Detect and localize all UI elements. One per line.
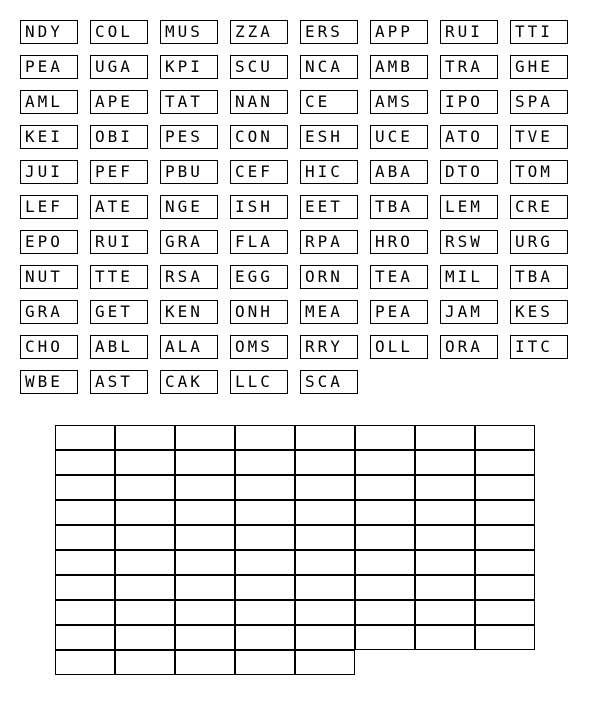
answer-cell[interactable]	[55, 475, 115, 500]
answer-cell[interactable]	[175, 475, 235, 500]
letter-tile[interactable]: MIL	[440, 265, 498, 289]
answer-cell[interactable]	[115, 575, 175, 600]
letter-tile[interactable]: AMB	[370, 55, 428, 79]
answer-cell[interactable]	[415, 575, 475, 600]
letter-tile[interactable]: RUI	[90, 230, 148, 254]
answer-cell[interactable]	[235, 475, 295, 500]
letter-tile[interactable]: ORN	[300, 265, 358, 289]
letter-tile[interactable]: NGE	[160, 195, 218, 219]
answer-cell[interactable]	[355, 450, 415, 475]
answer-cell[interactable]	[115, 475, 175, 500]
answer-cell[interactable]	[295, 525, 355, 550]
letter-tile[interactable]: SPA	[510, 90, 568, 114]
letter-tile[interactable]: KES	[510, 300, 568, 324]
answer-cell[interactable]	[175, 500, 235, 525]
letter-tile[interactable]: PEF	[90, 160, 148, 184]
letter-tile[interactable]: UCE	[370, 125, 428, 149]
answer-cell[interactable]	[355, 475, 415, 500]
answer-cell[interactable]	[55, 550, 115, 575]
answer-cell[interactable]	[475, 575, 535, 600]
letter-tile[interactable]: EET	[300, 195, 358, 219]
answer-cell[interactable]	[475, 425, 535, 450]
answer-cell[interactable]	[415, 625, 475, 650]
letter-tile[interactable]: TTE	[90, 265, 148, 289]
answer-cell[interactable]	[175, 525, 235, 550]
answer-cell[interactable]	[295, 550, 355, 575]
answer-cell[interactable]	[235, 500, 295, 525]
answer-cell[interactable]	[475, 450, 535, 475]
answer-cell[interactable]	[415, 600, 475, 625]
letter-tile[interactable]: PEA	[20, 55, 78, 79]
answer-cell[interactable]	[115, 500, 175, 525]
letter-tile[interactable]: APE	[90, 90, 148, 114]
answer-cell[interactable]	[55, 450, 115, 475]
letter-tile[interactable]: SCU	[230, 55, 288, 79]
letter-tile[interactable]: RSW	[440, 230, 498, 254]
answer-grid	[55, 425, 536, 701]
letter-tile[interactable]: ALA	[160, 335, 218, 359]
letter-tile[interactable]: RPA	[300, 230, 358, 254]
letter-tile[interactable]: JAM	[440, 300, 498, 324]
answer-cell[interactable]	[295, 450, 355, 475]
letter-tile[interactable]: NDY	[20, 20, 78, 44]
letter-tile[interactable]: EGG	[230, 265, 288, 289]
letter-tile[interactable]: TVE	[510, 125, 568, 149]
letter-tile[interactable]: URG	[510, 230, 568, 254]
answer-cell[interactable]	[475, 525, 535, 550]
answer-cell[interactable]	[175, 575, 235, 600]
answer-cell[interactable]	[475, 625, 535, 650]
letter-tile[interactable]: ABA	[370, 160, 428, 184]
letter-tile[interactable]: ATO	[440, 125, 498, 149]
answer-cell[interactable]	[355, 575, 415, 600]
letter-tile[interactable]: FLA	[230, 230, 288, 254]
letter-tile[interactable]: HIC	[300, 160, 358, 184]
answer-cell[interactable]	[115, 425, 175, 450]
answer-cell[interactable]	[235, 575, 295, 600]
letter-tile[interactable]: RRY	[300, 335, 358, 359]
letter-tile[interactable]: OBI	[90, 125, 148, 149]
answer-cell[interactable]	[235, 650, 295, 675]
letter-tile[interactable]: PBU	[160, 160, 218, 184]
letter-tile[interactable]: MEA	[300, 300, 358, 324]
answer-cell[interactable]	[295, 475, 355, 500]
letter-tile[interactable]: GRA	[160, 230, 218, 254]
answer-cell[interactable]	[355, 425, 415, 450]
letter-tile[interactable]: TTI	[510, 20, 568, 44]
answer-cell[interactable]	[475, 550, 535, 575]
letter-tile[interactable]: JUI	[20, 160, 78, 184]
letter-tile[interactable]: NCA	[300, 55, 358, 79]
answer-cell[interactable]	[175, 625, 235, 650]
letter-tile[interactable]: GRA	[20, 300, 78, 324]
letter-tile[interactable]: CE	[300, 90, 358, 114]
letter-tile[interactable]: APP	[370, 20, 428, 44]
answer-cell[interactable]	[235, 525, 295, 550]
answer-cell[interactable]	[115, 625, 175, 650]
letter-tile[interactable]: CRE	[510, 195, 568, 219]
answer-cell[interactable]	[55, 650, 115, 675]
letter-tile[interactable]: NAN	[230, 90, 288, 114]
letter-tile[interactable]: RSA	[160, 265, 218, 289]
letter-tile[interactable]: ORA	[440, 335, 498, 359]
letter-tile[interactable]: ABL	[90, 335, 148, 359]
answer-cell[interactable]	[175, 600, 235, 625]
letter-tile[interactable]: CEF	[230, 160, 288, 184]
answer-cell[interactable]	[415, 500, 475, 525]
letter-tile[interactable]: OMS	[230, 335, 288, 359]
answer-cell[interactable]	[235, 625, 295, 650]
letter-tile[interactable]: COL	[90, 20, 148, 44]
letter-tile[interactable]: TOM	[510, 160, 568, 184]
answer-cell[interactable]	[175, 650, 235, 675]
answer-cell[interactable]	[115, 525, 175, 550]
letter-tile[interactable]: ESH	[300, 125, 358, 149]
answer-cell[interactable]	[295, 600, 355, 625]
letter-tile[interactable]: HRO	[370, 230, 428, 254]
answer-cell[interactable]	[55, 425, 115, 450]
letter-tile[interactable]: TBA	[510, 265, 568, 289]
letter-tile[interactable]: DTO	[440, 160, 498, 184]
answer-cell[interactable]	[115, 600, 175, 625]
answer-cell[interactable]	[475, 500, 535, 525]
answer-cell[interactable]	[235, 550, 295, 575]
letter-tile[interactable]: ERS	[300, 20, 358, 44]
letter-tile[interactable]: UGA	[90, 55, 148, 79]
answer-cell[interactable]	[295, 625, 355, 650]
letter-tile[interactable]: ISH	[230, 195, 288, 219]
letter-tile[interactable]: KEI	[20, 125, 78, 149]
letter-tile[interactable]: MUS	[160, 20, 218, 44]
answer-cell[interactable]	[55, 600, 115, 625]
letter-tile[interactable]: AST	[90, 370, 148, 394]
answer-cell[interactable]	[415, 475, 475, 500]
answer-cell[interactable]	[235, 600, 295, 625]
letter-tile[interactable]: TEA	[370, 265, 428, 289]
letter-tile[interactable]: LEF	[20, 195, 78, 219]
answer-cell[interactable]	[55, 575, 115, 600]
letter-tile[interactable]: ZZA	[230, 20, 288, 44]
answer-cell[interactable]	[355, 525, 415, 550]
answer-cell[interactable]	[115, 650, 175, 675]
answer-cell[interactable]	[55, 525, 115, 550]
answer-cell[interactable]	[415, 450, 475, 475]
answer-cell[interactable]	[295, 425, 355, 450]
answer-cell[interactable]	[475, 600, 535, 625]
answer-cell[interactable]	[475, 475, 535, 500]
letter-tile[interactable]: IPO	[440, 90, 498, 114]
letter-tile[interactable]: WBE	[20, 370, 78, 394]
answer-cell[interactable]	[55, 500, 115, 525]
letter-tile[interactable]: KPI	[160, 55, 218, 79]
letter-tile[interactable]: OLL	[370, 335, 428, 359]
answer-cell[interactable]	[115, 550, 175, 575]
letter-tile[interactable]: CHO	[20, 335, 78, 359]
answer-cell[interactable]	[295, 575, 355, 600]
answer-cell[interactable]	[235, 425, 295, 450]
answer-cell[interactable]	[55, 625, 115, 650]
letter-tile[interactable]: EPO	[20, 230, 78, 254]
letter-tile[interactable]: GET	[90, 300, 148, 324]
letter-tile[interactable]: TBA	[370, 195, 428, 219]
letter-tile[interactable]: GHE	[510, 55, 568, 79]
letter-tile[interactable]: CON	[230, 125, 288, 149]
answer-cell[interactable]	[175, 425, 235, 450]
letter-tile[interactable]: AML	[20, 90, 78, 114]
letter-tile[interactable]: PES	[160, 125, 218, 149]
letter-tile[interactable]: TAT	[160, 90, 218, 114]
answer-cell[interactable]	[415, 550, 475, 575]
answer-cell[interactable]	[235, 450, 295, 475]
letter-tile[interactable]: ATE	[90, 195, 148, 219]
letter-tile[interactable]: PEA	[370, 300, 428, 324]
answer-cell[interactable]	[115, 450, 175, 475]
letter-tile[interactable]: KEN	[160, 300, 218, 324]
answer-cell[interactable]	[415, 425, 475, 450]
answer-cell[interactable]	[175, 550, 235, 575]
letter-tile[interactable]: AMS	[370, 90, 428, 114]
letter-tile[interactable]: LLC	[230, 370, 288, 394]
letter-tile[interactable]: LEM	[440, 195, 498, 219]
letter-tile[interactable]: TRA	[440, 55, 498, 79]
answer-cell[interactable]	[175, 450, 235, 475]
letter-tile[interactable]: ONH	[230, 300, 288, 324]
letter-tile[interactable]: CAK	[160, 370, 218, 394]
letter-tile[interactable]: NUT	[20, 265, 78, 289]
answer-cell[interactable]	[355, 600, 415, 625]
answer-cell[interactable]	[355, 500, 415, 525]
letter-tile[interactable]: ITC	[510, 335, 568, 359]
answer-cell[interactable]	[355, 625, 415, 650]
answer-cell[interactable]	[415, 525, 475, 550]
answer-cell[interactable]	[355, 550, 415, 575]
letter-tile[interactable]: RUI	[440, 20, 498, 44]
answer-cell[interactable]	[295, 500, 355, 525]
answer-cell[interactable]	[295, 650, 355, 675]
letter-tile[interactable]: SCA	[300, 370, 358, 394]
